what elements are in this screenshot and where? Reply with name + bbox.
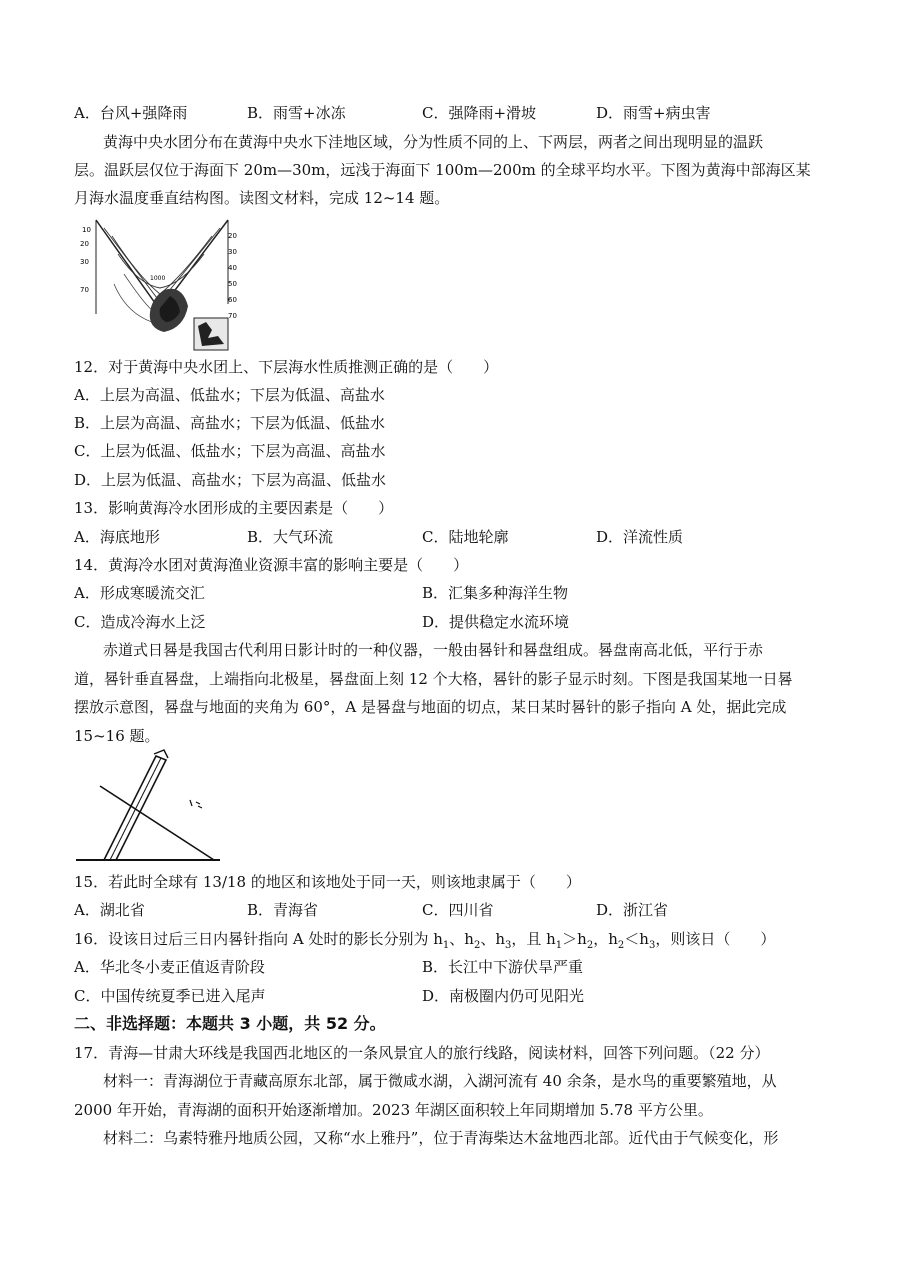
q14-stem: 14．黄海冷水团对黄海渔业资源丰富的影响主要是（ ） <box>74 556 469 574</box>
fig1-label: 10 <box>82 226 91 234</box>
q12-stem: 12．对于黄海中央水团上、下层海水性质推测正确的是（ ） <box>74 358 499 376</box>
q13-option-c: C．陆地轮廓 <box>422 528 509 546</box>
q15-option-d: D．浙江省 <box>596 901 669 919</box>
q15-stem: 15．若此时全球有 13/18 的地区和该地处于同一天，则该地隶属于（ ） <box>74 873 581 891</box>
fig1-label: 20 <box>80 240 89 248</box>
q14-option-a: A．形成寒暖流交汇 <box>74 584 205 602</box>
q16-option-c: C．中国传统夏季已进入尾声 <box>74 987 266 1005</box>
q12-option-a: A．上层为高温、低盐水；下层为低温、高盐水 <box>74 386 385 404</box>
prev-option-b: B．雨雪+冰冻 <box>247 104 346 122</box>
q13-option-b: B．大气环流 <box>247 528 334 546</box>
fig1-label: 1000 <box>150 275 166 282</box>
q15-option-c: C．四川省 <box>422 901 494 919</box>
q17-material1-line1: 材料一：青海湖位于青藏高原东北部，属于微咸水湖，入湖河流有 40 余条，是水鸟的重要繁殖地，从 <box>103 1072 777 1090</box>
fig1-label: 30 <box>228 248 237 256</box>
q13-option-d: D．洋流性质 <box>596 528 684 546</box>
q12-option-d: D．上层为低温、高盐水；下层为高温、低盐水 <box>74 471 387 489</box>
prev-option-c: C．强降雨+滑坡 <box>422 104 537 122</box>
fig1-label: 60 <box>228 296 237 304</box>
fig1-label: 40 <box>228 264 237 272</box>
q12-option-b: B．上层为高温、高盐水；下层为低温、低盐水 <box>74 414 386 432</box>
passage2-line1: 赤道式日晷是我国古代利用日影计时的一种仪器，一般由晷针和晷盘组成。晷盘南高北低，平行于赤 <box>103 641 764 659</box>
section2-heading: 二、非选择题：本题共 3 小题，共 52 分。 <box>74 1014 386 1033</box>
prev-option-d: D．雨雪+病虫害 <box>596 104 711 122</box>
passage2-line3: 摆放示意图，晷盘与地面的夹角为 60°，A 是晷盘与地面的切点，某日某时晷针的影子指向 A 处，据此完成 <box>74 698 787 716</box>
q15-option-a: A．湖北省 <box>74 901 145 919</box>
fig1-label: 20 <box>228 232 237 240</box>
q16-option-b: B．长江中下游伏旱严重 <box>422 958 584 976</box>
q14-option-b: B．汇集多种海洋生物 <box>422 584 569 602</box>
q14-option-c: C．造成冷海水上泛 <box>74 613 206 631</box>
prev-option-a: A．台风+强降雨 <box>74 104 188 122</box>
q16-stem: 16．设该日过后三日内晷针指向 A 处时的影长分别为 $h_1$、$h_2$、$h_3$，且 $h_1>h_2$，$h_2<h_3$，则该日（ ） <box>74 930 776 951</box>
passage1-line3: 月海水温度垂直结构图。读图文材料，完成 12~14 题。 <box>74 189 450 207</box>
passage2-line4: 15~16 题。 <box>74 727 160 745</box>
q17-material2-line1: 材料二：乌素特雅丹地质公园，又称“水上雅丹”，位于青海柴达木盆地西北部。近代由于气候变化，形 <box>103 1129 779 1147</box>
q14-option-d: D．提供稳定水流环境 <box>422 613 570 631</box>
q12-option-c: C．上层为低温、低盐水；下层为高温、高盐水 <box>74 442 386 460</box>
fig1-label: 70 <box>228 312 237 320</box>
q13-stem: 13．影响黄海冷水团形成的主要因素是（ ） <box>74 499 394 517</box>
fig1-label: 50 <box>228 280 237 288</box>
passage1-line1: 黄海中央水团分布在黄海中央水下洼地区域，分为性质不同的上、下两层，两者之间出现明显的温跃 <box>103 133 764 151</box>
passage2-line2: 道，晷针垂直晷盘，上端指向北极星，晷盘面上刻 12 个大格，晷针的影子显示时刻。下图是我国某地一日晷 <box>74 670 793 688</box>
q17-material1-line2: 2000 年开始，青海湖的面积开始逐渐增加。2023 年湖区面积较上年同期增加 5.78 平方公里。 <box>74 1101 713 1119</box>
fig1-label: 30 <box>80 258 89 266</box>
sundial-figure <box>74 748 224 866</box>
fig1-label: 70 <box>80 286 89 294</box>
q16-option-a: A．华北冬小麦正值返青阶段 <box>74 958 265 976</box>
q13-option-a: A．海底地形 <box>74 528 160 546</box>
q15-option-b: B．青海省 <box>247 901 319 919</box>
q17-stem: 17．青海—甘肃大环线是我国西北地区的一条风景宜人的旅行线路，阅读材料，回答下列问题。（22 分） <box>74 1044 770 1062</box>
q16-option-d: D．南极圈内仍可见阳光 <box>422 987 585 1005</box>
sea-temperature-figure <box>78 214 238 354</box>
passage1-line2: 层。温跃层仅位于海面下 20m—30m，远浅于海面下 100m—200m 的全球平均水平。下图为黄海中部海区某 <box>74 161 811 179</box>
